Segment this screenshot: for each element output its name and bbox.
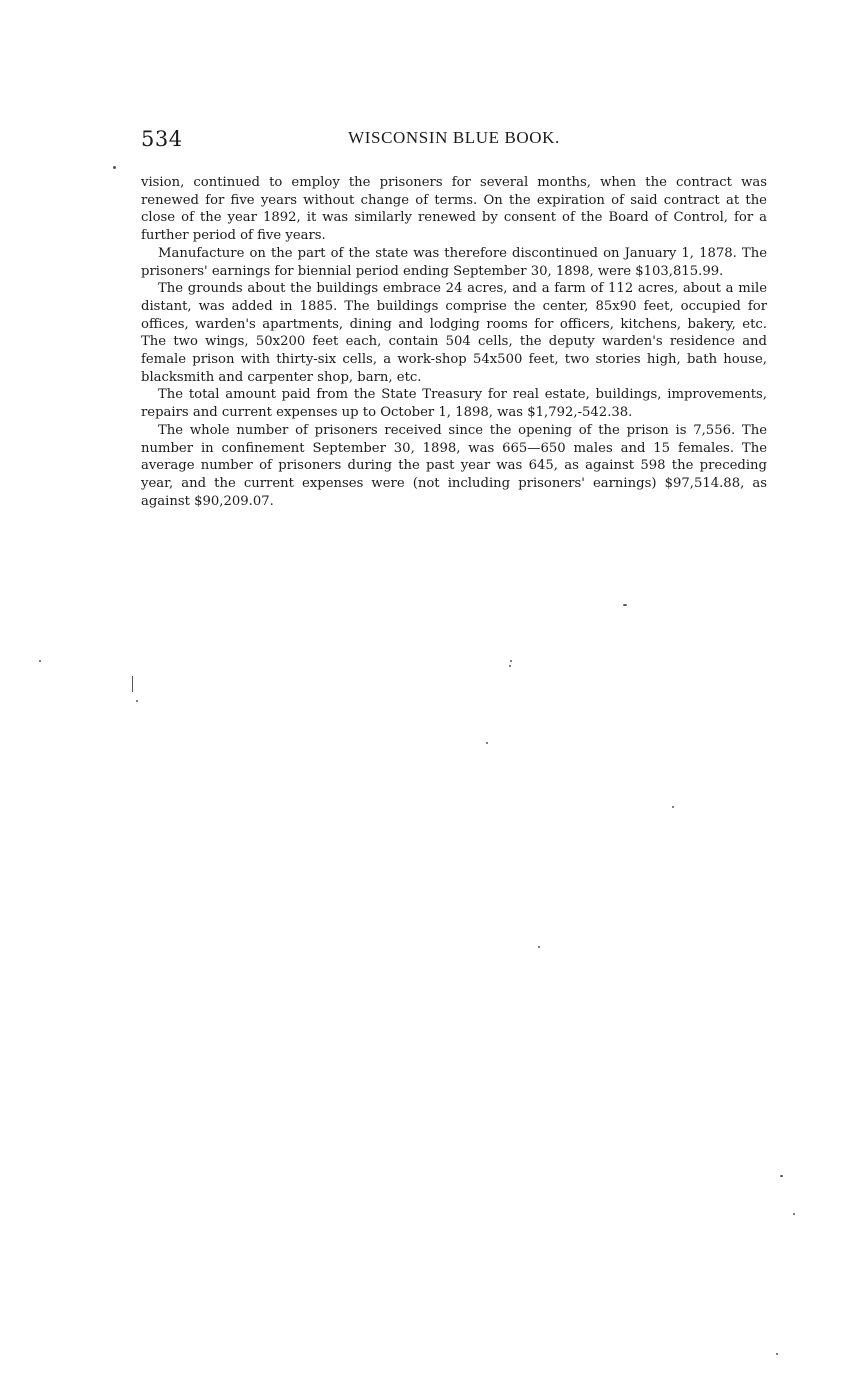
scan-speck bbox=[776, 1353, 778, 1355]
scan-speck bbox=[39, 660, 41, 662]
scan-speck bbox=[486, 742, 488, 744]
scan-speck bbox=[509, 665, 511, 667]
paragraph-manufacture: Manufacture on the part of the state was therefore discontinued on January 1, 1878. The prisoners' earnings for biennial period ending September 30, 1898, were $103,815.99. bbox=[141, 245, 767, 279]
page-number: 534 bbox=[141, 127, 183, 151]
scan-speck bbox=[136, 700, 138, 702]
scan-speck bbox=[793, 1213, 795, 1215]
scan-speck bbox=[538, 946, 540, 948]
scan-speck bbox=[132, 676, 133, 692]
scan-speck bbox=[780, 1175, 783, 1177]
scan-speck bbox=[510, 660, 512, 662]
running-title: WISCONSIN BLUE BOOK. bbox=[348, 128, 560, 147]
body-text bbox=[141, 174, 767, 510]
paragraph-continuation: vision, continued to employ the prisoners for several months, when the contract was renewed for five years without change of terms. On the expiration of said contract at the close of the year 1892, it was similarly renewed by consent of the Board of Control, for a further period of five years. bbox=[141, 175, 767, 244]
page-header bbox=[141, 127, 767, 157]
paragraph-grounds: The grounds about the buildings embrace 24 acres, and a farm of 112 acres, about a mile distant, was added in 1885. The buildings comprise the center, 85x90 feet, occupied for offices, warden's apartments, dining and lodging rooms for officers, kitchens, bakery, etc. The two wings, 50x200 feet each, contain 504 cells, the deputy warden's residence and female prison with thirty-six cells, a work-shop 54x500 feet, two stories high, bath house, blacksmith and carpenter shop, barn, etc. bbox=[141, 281, 767, 385]
paragraph-prisoner-count: The whole number of prisoners received since the opening of the prison is 7,556. The number in confinement September 30, 1898, was 665—650 males and 15 females. The average number of prisoners during the past year was 645, as against 598 the preceding year, and the current expenses were (not including prisoners' earnings) $97,514.88, as against $90,209.07. bbox=[141, 422, 767, 509]
scan-speck bbox=[623, 604, 627, 606]
scan-speck bbox=[672, 806, 674, 808]
paragraph-total-amount: The total amount paid from the State Treasury for real estate, buildings, improvements, repairs and current expenses up to October 1, 1898, was $1,792,-542.38. bbox=[141, 387, 767, 421]
scan-speck bbox=[113, 166, 116, 169]
